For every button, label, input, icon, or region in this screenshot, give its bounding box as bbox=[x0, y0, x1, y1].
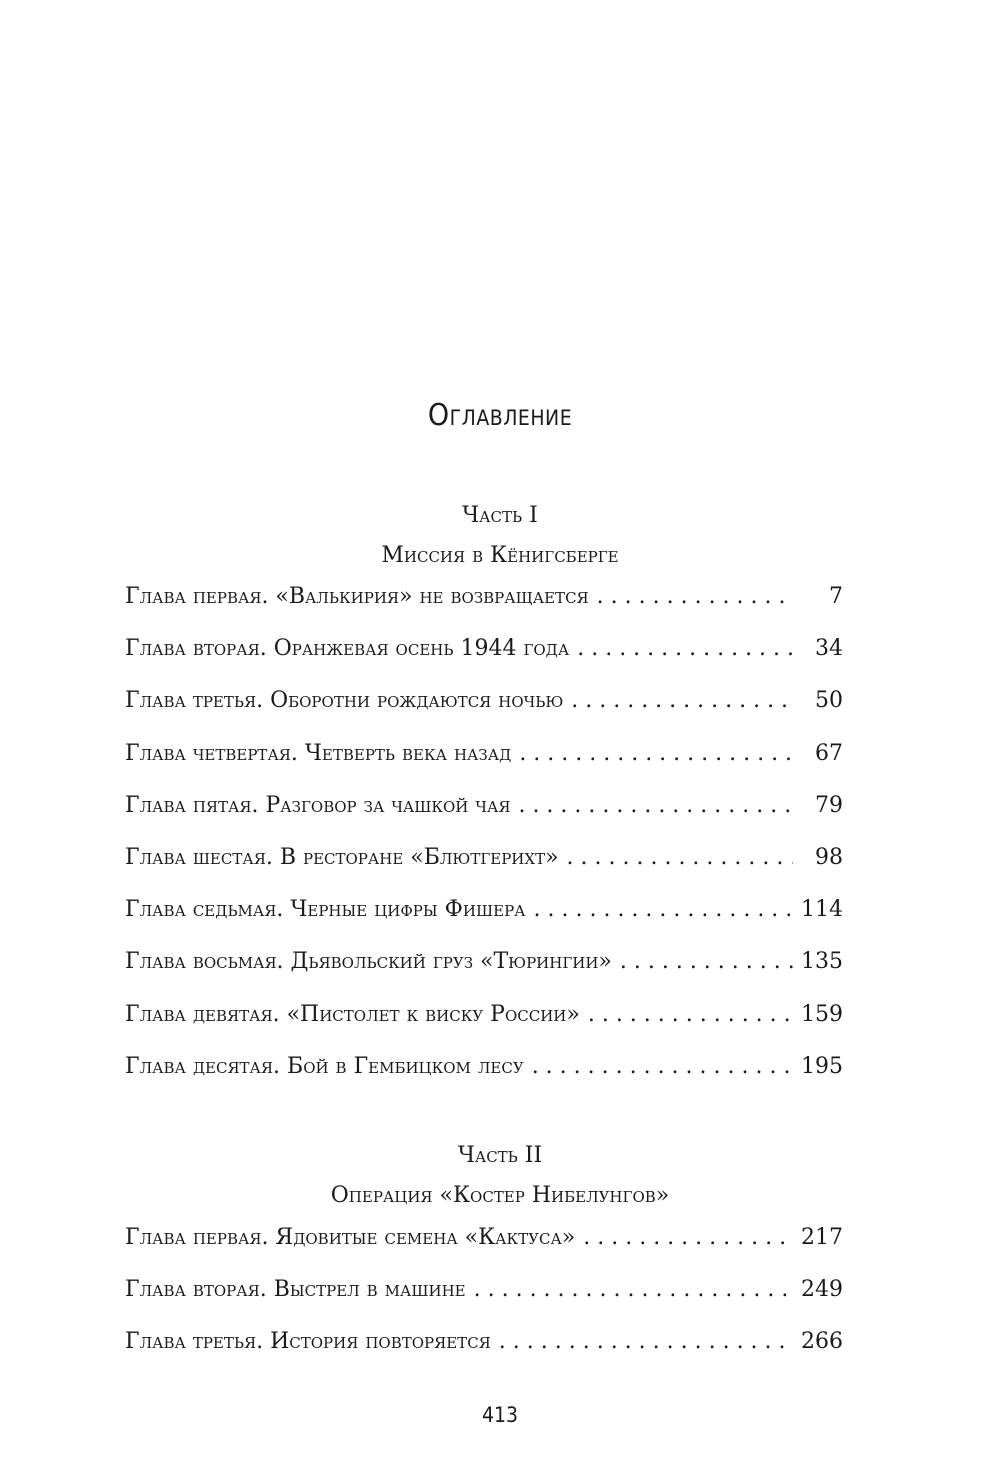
dot-leader bbox=[499, 1329, 793, 1354]
dot-leader bbox=[583, 1225, 793, 1250]
page-title: Оглавление bbox=[427, 398, 573, 433]
page-number: 34 bbox=[815, 636, 843, 662]
page-number: 114 bbox=[801, 897, 843, 923]
dot-leader bbox=[567, 845, 793, 870]
chapter-title: Глава десятая. Бой в Гембицком лесу bbox=[125, 1053, 524, 1079]
part-name: Миссия в Кёнигсберге bbox=[381, 543, 619, 568]
toc-entry[interactable] bbox=[125, 1225, 843, 1277]
toc-entry[interactable] bbox=[125, 636, 843, 688]
chapter-title: Глава шестая. В ресторане «Блютгерихт» bbox=[125, 844, 559, 870]
toc-entry[interactable] bbox=[125, 1329, 843, 1381]
page-number: 135 bbox=[801, 949, 843, 975]
toc-entry[interactable] bbox=[125, 741, 843, 793]
chapter-title: Глава вторая. Выстрел в машине bbox=[125, 1277, 466, 1303]
toc-entry[interactable] bbox=[125, 897, 843, 949]
toc-entry[interactable] bbox=[125, 1002, 843, 1054]
part-heading bbox=[0, 1136, 1000, 1216]
chapter-title: Глава вторая. Оранжевая осень 1944 года bbox=[125, 636, 570, 662]
page-number: 266 bbox=[801, 1329, 843, 1355]
toc-list bbox=[125, 1225, 843, 1382]
page-number: 249 bbox=[801, 1277, 843, 1303]
toc-entry[interactable] bbox=[125, 949, 843, 1001]
dot-leader bbox=[534, 897, 793, 922]
page-number: 98 bbox=[815, 844, 843, 870]
page-number: 217 bbox=[801, 1225, 843, 1250]
page-number: 67 bbox=[815, 740, 843, 766]
dot-leader bbox=[577, 636, 793, 661]
dot-leader bbox=[588, 1002, 793, 1027]
part-number: Часть II bbox=[457, 1143, 543, 1168]
chapter-title: Глава третья. Оборотни рождаются ночью bbox=[125, 688, 564, 714]
chapter-title: Глава восьмая. Дьявольский груз «Тюрингии» bbox=[125, 949, 612, 975]
chapter-title: Глава четвертая. Четверть века назад bbox=[125, 740, 512, 766]
toc-list bbox=[125, 584, 843, 1106]
toc-entry[interactable] bbox=[125, 688, 843, 740]
dot-leader bbox=[571, 688, 793, 713]
chapter-title: Глава третья. История повторяется bbox=[125, 1329, 491, 1355]
dot-leader bbox=[519, 741, 793, 766]
dot-leader bbox=[620, 949, 793, 974]
chapter-title: Глава пятая. Разговор за чашкой чая bbox=[125, 792, 511, 818]
toc-entry[interactable] bbox=[125, 845, 843, 897]
dot-leader bbox=[532, 1054, 793, 1079]
page-folio: 413 bbox=[481, 1403, 519, 1427]
part-name: Операция «Костер Нибелунгов» bbox=[330, 1183, 670, 1208]
toc-entry[interactable] bbox=[125, 584, 843, 636]
page-number: 7 bbox=[829, 584, 843, 609]
page-number: 159 bbox=[801, 1001, 843, 1027]
page-number: 50 bbox=[815, 688, 843, 714]
page-number: 195 bbox=[801, 1053, 843, 1079]
dot-leader bbox=[597, 584, 793, 609]
toc-entry[interactable] bbox=[125, 793, 843, 845]
chapter-title: Глава первая. Ядовитые семена «Кактуса» bbox=[125, 1225, 576, 1250]
page-number: 79 bbox=[815, 792, 843, 818]
dot-leader bbox=[474, 1277, 793, 1302]
part-heading bbox=[0, 496, 1000, 576]
toc-entry[interactable] bbox=[125, 1277, 843, 1329]
chapter-title: Глава первая. «Валькирия» не возвращается bbox=[125, 584, 589, 609]
chapter-title: Глава седьмая. Черные цифры Фишера bbox=[125, 897, 526, 923]
dot-leader bbox=[518, 793, 793, 818]
chapter-title: Глава девятая. «Пистолет к виску России» bbox=[125, 1001, 580, 1027]
part-number: Часть I bbox=[462, 503, 538, 528]
toc-entry[interactable] bbox=[125, 1054, 843, 1106]
